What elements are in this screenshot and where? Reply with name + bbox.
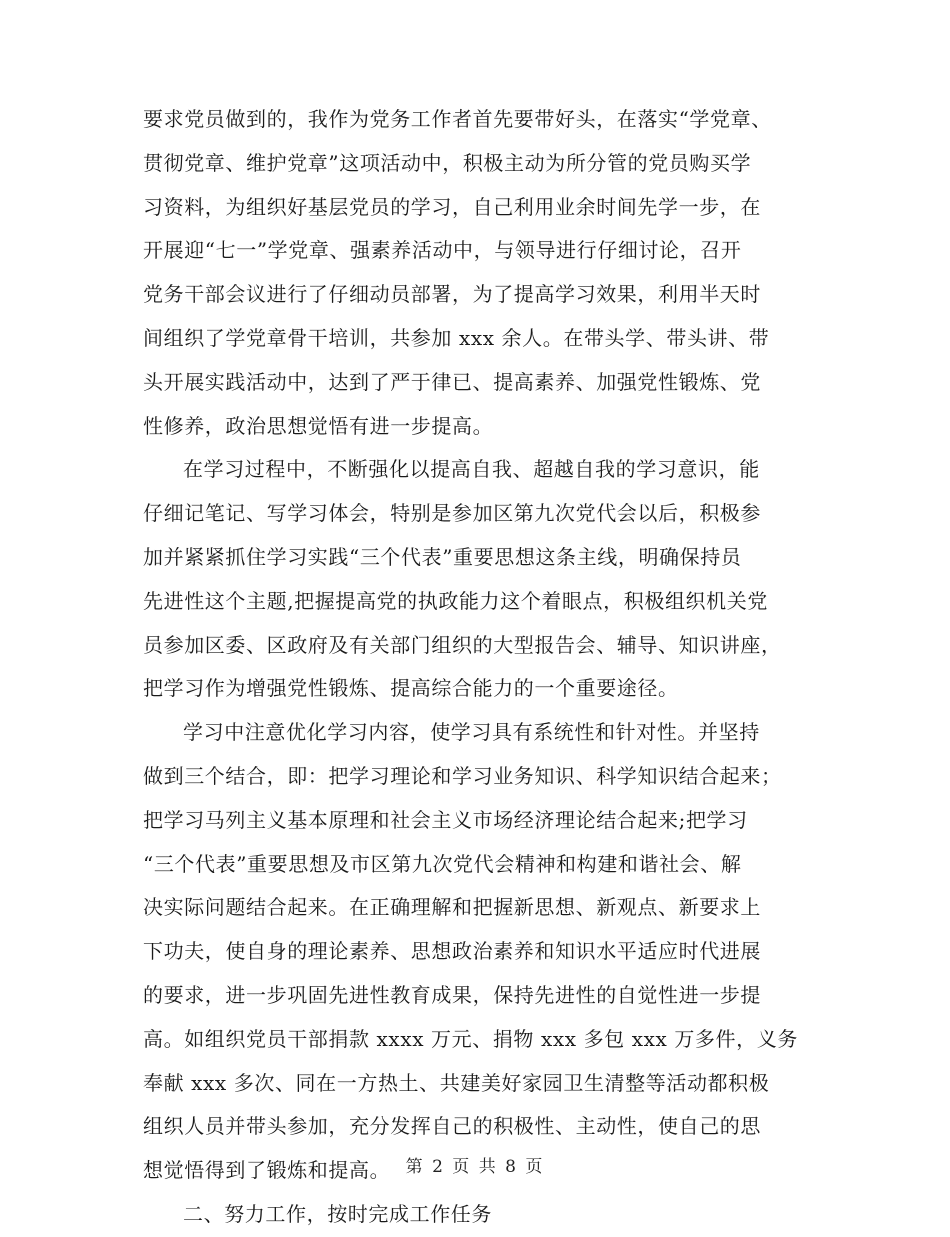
- text-line: “三个代表”重要思想及市区第九次党代会精神和构建和谐社会、解: [143, 851, 742, 876]
- text-line: 性修养，政治思想觉悟有进一步提高。: [143, 413, 494, 438]
- text-line: 想觉悟得到了锻炼和提高。: [143, 1158, 391, 1183]
- text-line: 间组织了学党章骨干培训，共参加 xxx 余人。在带头学、带头讲、带: [143, 325, 770, 350]
- text-line: 把学习马列主义基本原理和社会主义市场经济理论结合起来;把学习: [143, 807, 748, 832]
- text-line: 加并紧紧抓住学习实践“三个代表”重要思想这条主线，明确保持员: [143, 544, 742, 569]
- text-line: 高。如组织党员干部捐款 xxxx 万元、捐物 xxx 多包 xxx 万多件，义务: [143, 1026, 798, 1051]
- text-line: 奉献 xxx 多次、同在一方热土、共建美好家园卫生清整等活动都积极: [143, 1070, 770, 1095]
- text-line: 的要求，进一步巩固先进性教育成果，保持先进性的自觉性进一步提: [143, 982, 761, 1007]
- document-body: [143, 98, 823, 1237]
- text-line: 贯彻党章、维护党章”这项活动中，积极主动为所分管的党员购买学: [143, 150, 752, 175]
- paragraph-start-line: 在学习过程中，不断强化以提高自我、超越自我的学习意识，能: [183, 457, 760, 482]
- text-line: 员参加区委、区政府及有关部门组织的大型报告会、辅导、知识讲座，: [143, 632, 782, 657]
- text-line: 头开展实践活动中，达到了严于律已、提高素养、加强党性锻炼、党: [143, 369, 761, 394]
- text-line: 先进性这个主题,把握提高党的执政能力这个着眼点，积极组织机关党: [143, 588, 768, 613]
- text-line: 下功夫，使自身的理论素养、思想政治素养和知识水平适应时代进展: [143, 939, 761, 964]
- paragraph-start-line: 学习中注意优化学习内容，使学习具有系统性和针对性。并坚持: [183, 720, 760, 745]
- page-number: 第 2 页 共 8 页: [405, 1157, 545, 1177]
- section-heading: 二、努力工作，按时完成工作任务: [183, 1201, 492, 1226]
- text-line: 把学习作为增强党性锻炼、提高综合能力的一个重要途径。: [143, 676, 679, 701]
- text-line: 做到三个结合，即：把学习理论和学习业务知识、科学知识结合起来；: [143, 763, 782, 788]
- text-line: 开展迎“七一”学党章、强素养活动中，与领导进行仔细讨论，召开: [143, 238, 742, 263]
- text-line: 党务干部会议进行了仔细动员部署，为了提高学习效果，利用半天时: [143, 282, 761, 307]
- text-line: 仔细记笔记、写学习体会，特别是参加区第九次党代会以后，积极参: [143, 501, 761, 526]
- text-line: 习资料，为组织好基层党员的学习，自己利用业余时间先学一步，在: [143, 194, 761, 219]
- text-line: 要求党员做到的，我作为党务工作者首先要带好头，在落实“学党章、: [143, 107, 772, 131]
- text-line: 组织人员并带头参加，充分发挥自己的积极性、主动性，使自己的思: [143, 1114, 761, 1139]
- text-line: 决实际问题结合起来。在正确理解和把握新思想、新观点、新要求上: [143, 895, 761, 920]
